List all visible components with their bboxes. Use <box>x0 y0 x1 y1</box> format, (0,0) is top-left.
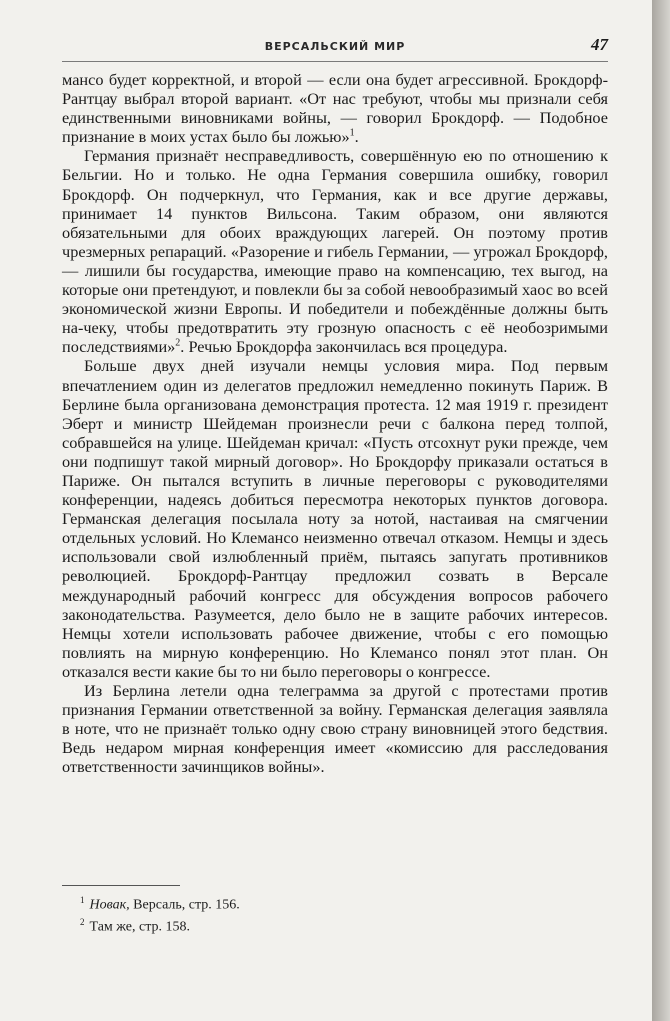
paragraph-2-text: Германия признаёт несправедливость, совершённую ею по отношению к Бельгии. Но и только. Не одна Германия совершила ошибку, говорил Брокдорф. Он подчеркнул, что Германия, как и все другие державы, принимает 14 пунктов Вильсона. Таким образом, они являются обязательными для обоих враждующих лагерей. Он поэтому против чрезмерных репараций. «Разорение и гибель Германии, — угрожал Брокдорф, — лишили бы государства, имеющие право на компенсацию, тех выгод, на которые они претендуют, и повлекли бы за собой невообразимый хаос во всей экономической жизни Европы. И победители и побеждённые должны быть на-чеку, чтобы предотвратить эту грозную опасность с её необозримыми последствиями» <box>62 146 608 357</box>
header-rule <box>62 61 608 62</box>
paragraph-1-tail: . <box>354 127 359 147</box>
page-number: 47 <box>591 35 608 54</box>
footnote-1-author: Новак, <box>89 897 130 913</box>
footnote-1 <box>80 892 600 914</box>
body-text <box>62 70 608 776</box>
paragraph-2-tail: . Речью Брокдорфа закончилась вся процедура. <box>180 337 508 357</box>
footnote-2-text: Там же, стр. 158. <box>89 919 190 935</box>
footnote-2 <box>80 914 600 936</box>
footnote-2-mark: 2 <box>80 916 85 927</box>
footnote-rule <box>62 885 180 886</box>
page-header <box>62 35 608 58</box>
paragraph-2 <box>62 146 608 356</box>
footnote-ref-1[interactable]: 1 <box>349 127 355 139</box>
paragraph-1-text: мансо будет корректной, и второй — если она будет агрессивной. Брокдорф-Рантцау выбрал второй вариант. «От нас требуют, чтобы мы признали себя единственными виновниками войны, — говорил Брокдорф. — Подобное признание в моих устах было бы ложью» <box>62 70 608 147</box>
page-edge <box>652 0 670 1021</box>
footnote-1-text: Версаль, стр. 156. <box>133 897 240 913</box>
footnote-ref-2[interactable]: 2 <box>175 337 181 349</box>
paragraph-3-text: Больше двух дней изучали немцы условия мира. Под первым впечатлением один из делегатов предложил немедленно покинуть Париж. В Берлине была организована демонстрация протеста. 12 мая 1919 г. президент Эберт и министр Шейдеман произнесли речи с балкона перед толпой, собравшейся на улице. Шейдеман кричал: «Пусть отсохнут руки прежде, чем они подпишут такой мирный договор». Но Брокдорфу приказали остаться в Париже. Он пытался вступить в личные переговоры с руководителями конференции, надеясь добиться пересмотра некоторых пунктов договора. Германская делегация посылала ноту за нотой, настаивая на смягчении отдельных условий. Но Клемансо неизменно отвечал отказом. Немцы и здесь использовали свой излюбленный приём, пытаясь запугать противников революцией. Брокдорф-Рантцау предложил созвать в Версале международный рабочий конгресс для обсуждения вопросов рабочего законодательства. Разумеется, дело было не в защите рабочих интересов. Немцы хотели использовать рабочее движение, чтобы с его помощью повлиять на мирную конференцию. Но Клемансо понял этот план. Он отказался вести какие бы то ни было переговоры о конгрессе. <box>62 356 608 681</box>
running-title: ВЕРСАЛЬСКИЙ МИР <box>264 40 406 53</box>
paragraph-4 <box>62 681 608 776</box>
footnotes <box>80 892 600 935</box>
paragraph-4-text: Из Берлина летели одна телеграмма за другой с протестами против признания Германии ответственной за войну. Германская делегация заявляла в ноте, что не признаёт только одну свою страну виновницей этого бедствия. Ведь недаром мирная конференция имеет «комиссию для расследования ответственности зачинщиков войны». <box>62 681 608 777</box>
footnote-1-mark: 1 <box>80 895 85 905</box>
paragraph-3 <box>62 356 608 681</box>
paragraph-1 <box>62 70 608 146</box>
